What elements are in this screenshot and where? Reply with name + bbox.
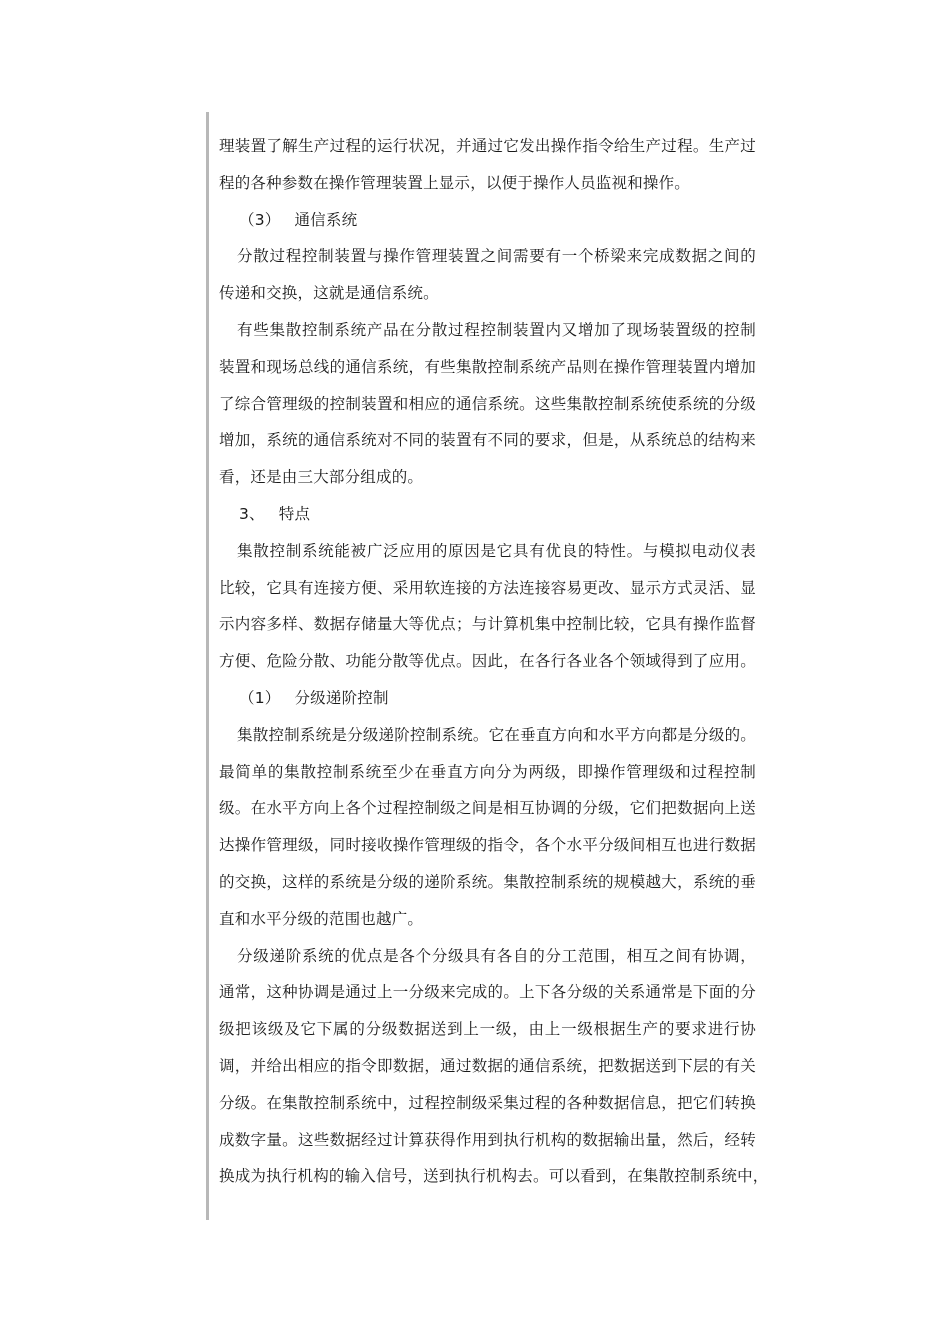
text-line: 换成为执行机构的输入信号，送到执行机构去。可以看到，在集散控制系统中， — [219, 1167, 769, 1186]
text-line: 集散控制系统是分级递阶控制系统。它在垂直方向和水平方向都是分级的。 — [237, 725, 756, 744]
text-line: 方便、危险分散、功能分散等优点。因此，在各行各业各个领域得到了应用。 — [219, 652, 756, 671]
heading-number: （3） — [239, 210, 281, 229]
heading-number: 3、 — [239, 504, 265, 523]
text-line: 通常，这种协调是通过上一分级来完成的。上下各分级的关系通常是下面的分 — [219, 983, 756, 1002]
text-line: 分散过程控制装置与操作管理装置之间需要有一个桥梁来完成数据之间的 — [237, 247, 756, 266]
heading-title: 通信系统 — [294, 210, 358, 229]
text-line: 成数字量。这些数据经过计算获得作用到执行机构的数据输出量，然后，经转 — [219, 1130, 756, 1149]
text-line: 程的各种参数在操作管理装置上显示，以便于操作人员监视和操作。 — [219, 173, 691, 192]
text-line: 示内容多样、数据存储量大等优点；与计算机集中控制比较，它具有操作监督 — [219, 615, 756, 634]
section-heading-communication — [219, 202, 756, 239]
text-line: 分级递阶系统的优点是各个分级具有各自的分工范围，相互之间有协调， — [237, 946, 756, 965]
text-line: 装置和现场总线的通信系统，有些集散控制系统产品则在操作管理装置内增加 — [219, 357, 756, 376]
text-line: 级把该级及它下属的分级数据送到上一级，由上一级根据生产的要求进行协 — [219, 1020, 756, 1039]
text-line: 传递和交换，这就是通信系统。 — [219, 284, 439, 303]
left-margin-rule — [206, 112, 209, 1220]
text-line: 有些集散控制系统产品在分散过程控制装置内又增加了现场装置级的控制 — [237, 320, 756, 339]
text-line: 理装置了解生产过程的运行状况，并通过它发出操作指令给生产过程。生产过 — [219, 137, 756, 155]
text-line: 直和水平分级的范围也越广。 — [219, 909, 424, 928]
text-line: 级。在水平方向上各个过程控制级之间是相互协调的分级，它们把数据向上送 — [219, 799, 756, 818]
text-line: 的交换，这样的系统是分级的递阶系统。集散控制系统的规模越大，系统的垂 — [219, 872, 756, 891]
text-line: 看，还是由三大部分组成的。 — [219, 468, 424, 487]
text-line: 比较，它具有连接方便、采用软连接的方法连接容易更改、显示方式灵活、显 — [219, 578, 756, 597]
heading-title: 分级递阶控制 — [294, 688, 389, 707]
heading-title: 特点 — [278, 504, 311, 523]
text-line: 增加，系统的通信系统对不同的装置有不同的要求，但是，从系统总的结构来 — [219, 431, 756, 450]
heading-number: （1） — [239, 688, 281, 707]
text-line: 分级。在集散控制系统中，过程控制级采集过程的各种数据信息，把它们转换 — [219, 1093, 756, 1112]
text-line: 达操作管理级，同时接收操作管理级的指令，各个水平分级间相互也进行数据 — [219, 836, 756, 855]
document-body — [219, 128, 769, 1195]
section-heading-features — [219, 496, 756, 533]
text-line: 集散控制系统能被广泛应用的原因是它具有优良的特性。与模拟电动仪表 — [237, 541, 756, 560]
text-line: 调，并给出相应的指令即数据，通过数据的通信系统，把数据送到下层的有关 — [219, 1056, 756, 1075]
text-line: 最简单的集散控制系统至少在垂直方向分为两级，即操作管理级和过程控制 — [219, 762, 756, 781]
text-line: 了综合管理级的控制装置和相应的通信系统。这些集散控制系统使系统的分级 — [219, 394, 756, 413]
section-heading-hierarchical-control — [219, 680, 756, 717]
